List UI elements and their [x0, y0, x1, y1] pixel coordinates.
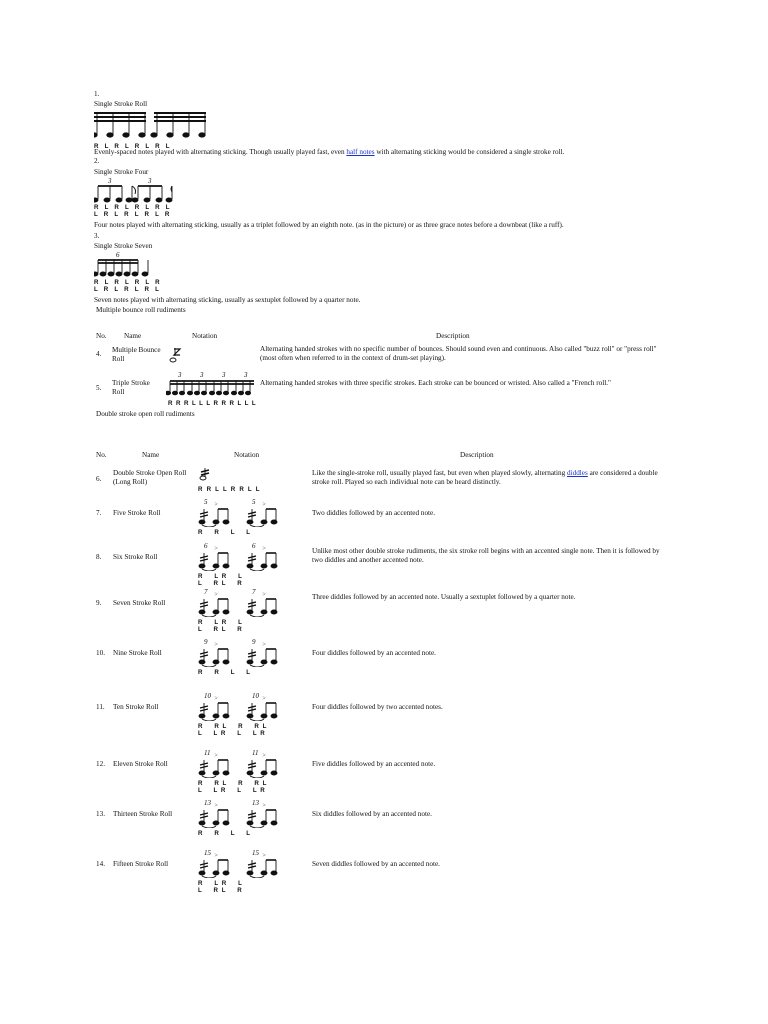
sticking-pattern: R L R L [198, 880, 243, 887]
rudiment-notation [198, 497, 294, 527]
single-stroke-roll-notation [94, 110, 212, 144]
row-number: 12. [96, 760, 105, 768]
sticking-pattern: R L R L R L R [94, 279, 162, 286]
row-name: Thirteen Stroke Roll [113, 810, 173, 818]
svg-text:3: 3 [148, 177, 152, 185]
row-name: Nine Stroke Roll [113, 649, 162, 657]
svg-text:10: 10 [204, 692, 211, 700]
svg-text:11: 11 [252, 749, 259, 757]
diddles-link[interactable]: diddles [567, 469, 588, 477]
column-header-no: No. [96, 332, 107, 340]
row-name: Seven Stroke Roll [113, 599, 166, 607]
single-stroke-seven-notation [94, 251, 154, 277]
svg-text:>: > [214, 753, 219, 759]
rudiment-notation [198, 748, 294, 778]
section-title: Double stroke open roll rudiments [96, 410, 195, 418]
svg-text:3: 3 [244, 371, 248, 379]
row-description: Four diddles followed by two accented notes. [312, 703, 443, 711]
half-notes-link[interactable]: half notes [346, 148, 375, 156]
row-name: Eleven Stroke Roll [113, 760, 168, 768]
svg-text:>: > [214, 853, 219, 859]
column-header-name: Name [124, 332, 142, 340]
rudiment-notation [198, 798, 294, 828]
row-description: Two diddles followed by an accented note. [312, 509, 436, 517]
rudiment-number: 3. [94, 232, 100, 240]
svg-text:>: > [214, 502, 219, 508]
svg-text:6: 6 [204, 542, 208, 550]
rudiment-notation [198, 541, 294, 571]
column-header-notation: Notation [234, 451, 260, 459]
rudiment-description: Seven notes played with alternating sticking, usually as sextuplet followed by a quarter note. [94, 296, 361, 304]
svg-text:9: 9 [204, 638, 208, 646]
row-number: 5. [96, 384, 102, 392]
rudiment-description: Evenly-spaced notes played with alternating sticking. Though usually played fast, even half notes with alternating sticking would be considered a single stroke roll. [94, 148, 565, 156]
row-number: 4. [96, 350, 102, 358]
row-description: Unlike most other double stroke rudiments, the six stroke roll begins with an accented single note. Then it is followed by two diddles and another accented note. [312, 547, 660, 564]
long-roll-notation [198, 465, 218, 483]
column-header-description: Description [460, 451, 494, 459]
rudiment-notation [198, 637, 294, 667]
triple-stroke-notation [166, 371, 258, 397]
sticking-pattern: R R L L R R L L [198, 486, 261, 493]
sticking-pattern: L R L R L R L R [94, 211, 172, 218]
rudiment-title: Single Stroke Roll [94, 100, 148, 108]
svg-text:>: > [214, 642, 219, 648]
svg-text:11: 11 [204, 749, 211, 757]
svg-text:3: 3 [108, 177, 112, 185]
column-header-description: Description [436, 332, 470, 340]
svg-text:5: 5 [204, 498, 208, 506]
svg-text:7: 7 [252, 588, 256, 596]
svg-text:3: 3 [200, 371, 204, 379]
svg-text:>: > [214, 803, 219, 809]
row-name: Fifteen Stroke Roll [113, 860, 169, 868]
rudiment-notation [198, 691, 294, 721]
rudiment-number: 2. [94, 157, 100, 165]
svg-text:13: 13 [204, 799, 211, 807]
row-description: Six diddles followed by an accented note. [312, 810, 432, 818]
sticking-pattern: R R L R R L [198, 723, 268, 730]
section-title: Multiple bounce roll rudiments [96, 306, 186, 314]
column-header-name: Name [142, 451, 160, 459]
single-stroke-four-notation [94, 177, 174, 203]
sticking-pattern: R R L L [198, 669, 252, 676]
rudiment-description: Four notes played with alternating sticking, usually as a triplet followed by an eighth note. (as in the picture) or as three grace notes before a downbeat (like a ruff). [94, 221, 564, 229]
row-number: 9. [96, 599, 102, 607]
row-name: Six Stroke Roll [113, 553, 158, 561]
svg-text:3: 3 [178, 371, 182, 379]
svg-text:>: > [262, 546, 267, 552]
sticking-pattern: R R L L [198, 830, 252, 837]
rudiment-number: 1. [94, 90, 100, 98]
svg-text:15: 15 [204, 849, 211, 857]
sticking-pattern: L R L R [198, 580, 243, 587]
bounce-roll-table [94, 332, 674, 410]
row-name: Triple Stroke Roll [112, 379, 150, 396]
row-name: Multiple Bounce Roll [112, 346, 161, 363]
sticking-pattern: L L R L L R [198, 730, 266, 737]
svg-text:>: > [214, 546, 219, 552]
row-description: Like the single-stroke roll, usually played fast, but even when played slowly, alternating diddles are considered a double stroke roll. Played so each individual note can be heard distinctly. [312, 469, 658, 486]
row-description: Three diddles followed by an accented note. Usually a sextuplet followed by a quarter note. [312, 593, 576, 601]
sticking-pattern: R L R L R L R L [94, 143, 172, 150]
svg-text:>: > [262, 642, 267, 648]
svg-text:15: 15 [252, 849, 259, 857]
column-header-notation: Notation [192, 332, 218, 340]
row-name: Five Stroke Roll [113, 509, 161, 517]
rudiment-title: Single Stroke Seven [94, 242, 153, 250]
svg-text:6: 6 [116, 251, 120, 259]
svg-text:5: 5 [252, 498, 256, 506]
rudiment-title: Single Stroke Four [94, 168, 149, 176]
row-description: Four diddles followed by an accented note. [312, 649, 436, 657]
svg-text:13: 13 [252, 799, 259, 807]
svg-text:>: > [214, 592, 219, 598]
svg-text:6: 6 [252, 542, 256, 550]
row-number: 8. [96, 553, 102, 561]
svg-text:3: 3 [222, 371, 226, 379]
row-name: Ten Stroke Roll [113, 703, 159, 711]
sticking-pattern: R R R L L L R R R L L L [168, 400, 257, 407]
rudiment-notation [198, 587, 294, 617]
svg-text:>: > [262, 696, 267, 702]
sticking-pattern: R R L L [198, 529, 252, 536]
svg-text:>: > [214, 696, 219, 702]
row-number: 6. [96, 475, 102, 483]
sticking-pattern: L R L R [198, 887, 243, 894]
sticking-pattern: L R L R [198, 626, 243, 633]
svg-text:10: 10 [252, 692, 259, 700]
svg-text:>: > [262, 803, 267, 809]
svg-text:7: 7 [204, 588, 208, 596]
sticking-pattern: R L R L [198, 573, 243, 580]
row-number: 14. [96, 860, 105, 868]
row-number: 10. [96, 649, 105, 657]
sticking-pattern: R L R L R L R L [94, 204, 172, 211]
double-stroke-table [94, 451, 674, 911]
buzz-roll-notation [168, 346, 188, 364]
sticking-pattern: R L R L [198, 619, 243, 626]
row-number: 7. [96, 509, 102, 517]
sticking-pattern: L R L R L R L [94, 286, 162, 293]
svg-text:9: 9 [252, 638, 256, 646]
row-number: 13. [96, 810, 105, 818]
rudiment-notation [198, 848, 294, 878]
svg-text:>: > [262, 753, 267, 759]
sticking-pattern: R R L R R L [198, 780, 268, 787]
column-header-no: No. [96, 451, 107, 459]
svg-text:>: > [262, 853, 267, 859]
row-description: Alternating handed strokes with no specific number of bounces. Should sound even and continuous. Also called "buzz roll" or "press roll" (most often when referred to in the context of drum-set playing). [260, 345, 657, 362]
row-description: Five diddles followed by an accented note. [312, 760, 436, 768]
sticking-pattern: L L R L L R [198, 787, 266, 794]
row-number: 11. [96, 703, 105, 711]
row-description: Alternating handed strokes with three specific strokes. Each stroke can be bounced or wristed. Also called a "French roll." [260, 379, 611, 387]
svg-text:>: > [262, 502, 267, 508]
svg-text:>: > [262, 592, 267, 598]
row-description: Seven diddles followed by an accented note. [312, 860, 440, 868]
row-name: Double Stroke Open Roll (Long Roll) [113, 469, 187, 486]
